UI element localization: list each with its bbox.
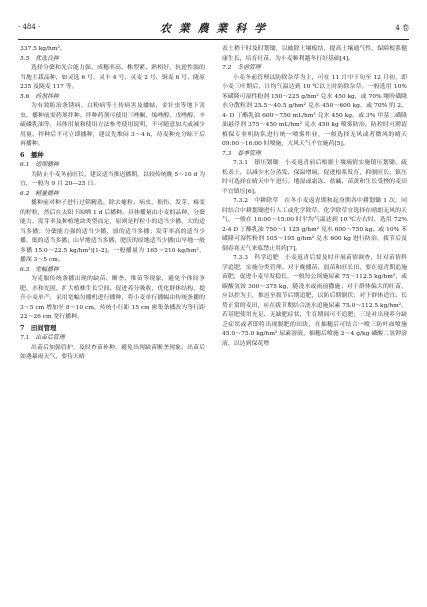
paragraph: 7.3.1 镇压划锄 小麦返青前后根据土壤墒情实施镇压划锄，疏松表土，以减少水分蒸发，保温增墒，促进根系发育，抑制旺长。镇压时可选择在晴天中午进行。地湿或霜冻、盐碱、苗黄和生长受挫的麦田不宜镇压[6]。 [222,160,407,195]
subsection-heading: 6.3 宽幅播种 [20,266,59,273]
paragraph: 为有效防治条锈病、白粉病等土传病害及蝼蛄、金针虫等地下害虫，播种前需药剂拌种。拌种药剂可使用三唑酮、烯唑醇、戊唑醇、辛硫磷乳油等，具体用量和使用方法参考使用说明，不可随意加大或减少用量。拌种后不可立即播种，建议先堆闷 3～4 h，待麦种充分晾干后再播种。 [20,103,205,147]
paragraph: 表土稍干时及时划锄，以破除土壤板结，提高土壤通气性，保障根系健康生长，培育壮苗，为小麦顺利越冬打好基础[4]。 [222,46,407,62]
paragraph: 7.3.3 科学追肥 小麦返青后要及时开展苗情调查，针对苗情科学追肥，实施分类管理。对于晚播苗、弱苗和旺长田，要在返青期追施苗肥，促进小麦早发稳长，一般每公顷施尿素 75～112.5 kg/hm²，或碳酸氢铵 300～375 kg，随浇水或雨前撒施；对于群体偏大的旺苗，应以控为主，推迟至拔节后期追肥，以防后期倒伏；对于群体适宜、长势正常的麦田，应在拔节期结合浇水追施尿素 75.0～112.5 kg/hm²，若基肥使用充足、无缺肥症状，生育期间可不追肥；三是对出现养分缺乏症状或者即将出现脱肥的田块，在抽穗后可结合一喷三防叶面喷施 45.0～75.0 kg/hm² 尿素溶液，抽穗后喷施 2～4 g/kg 磷酸二氢钾溶液，以达到保花增 [222,255,407,347]
header-rule [18,39,409,40]
paragraph: 337.5 kg/hm²。 [20,46,66,52]
subsection-heading: 7.2 冬前管理 [222,65,261,71]
subsection-heading: 7.3 春季管理 [222,150,261,157]
subsection-heading: 7.1 出苗后管理 [20,335,65,341]
journal-title: 农 業 農 業 科 学 [159,22,268,35]
section-heading: 7 田间管理 [20,323,57,332]
right-column [222,45,407,349]
paragraph: 小麦冬前管理以防除杂草为主，可在 11 月中下旬至 12 月初，即小麦三叶期后，日均气温达到 10 ℃以上时防除杂草。一般选用 10% 苯磺隆可湿性粉剂 150～225 g/hm² 兑水 450 kg，或 70% 噻吩磺隆水分散粒剂 25.5～40.5 g/hm² 兑水 450～600 kg，或 70% 的 2，4- D 丁酯乳油 600～750 mL/hm² 兑水 450 kg，或 3% 甲基二磺隆油悬浮剂 375～450 mL/hm² 兑水 450 kg 喷雾防治，防控时可聘请植保专业机防队进行统一喷雾作业，一般选择无风或者微风的晴天 09:00～16:00 时喷施，大风天气不宜施药[5]。 [222,74,407,147]
paragraph: 出苗后加强管护，及时查苗补种，避免出现缺苗断垄现象。出苗后如遇暴雨天气，要待天晴 [20,344,205,360]
subsection-heading: 6.2 精量播种 [20,190,59,197]
subsection-heading: 6.1 适期播种 [20,162,59,168]
paragraph: 为防止小麦冬前旺长，建议适当推迟播期，以较传统晚 5～10 d 为宜，一般为 9 月 20—25 日。 [20,171,205,187]
left-column [20,45,205,363]
page-header [18,20,409,38]
paragraph: 播种前对种子进行过筛精选，除去瘪粒、病虫、损伤、发芽、霉变的籽粒，然后在太阳下晾晒 1 d 后播种。具体播量由小麦的品种、分蘖能力、发芽率及种植地块类型而定，原则是籽粒小的适当少播、大的适当多播；分蘖能力强的适当少播、弱的适当多播；发芽率高的适当少播、低的适当多播；山旱地适当多播、肥沃的原地适当少播(山旱地一般多播 15.0～22.5 kg/hm²)[1-2]。一般播量为 165～210 kg/hm²，播深 3～5 cm。 [20,200,205,263]
subsection-heading: 5.5 优选良种 [20,55,59,62]
paragraph: 7.3.2 中耕除草 在冬小麦返青期和起身期各中耕划锄 1 次，同时结合中耕划锄进行人工或化学除草。化学除草宜选择在晴朗无风的天气，一般在 10:00～15:00 时平均气温达到 10 ℃左右时，选用 72% 2-4 D 丁酯乳油 750～1 125 g/hm² 兑水 600～750 kg，或 10% 苯磺隆可湿性粉剂 105～195 g/hm² 兑水 600 kg 进行防治，拔节后及倒春寒天气来临禁止用药[7]。 [222,198,407,252]
paragraph: 为克服传统条播出现的缺苗、断垄、堆苗等现象，避免个体间争肥、水和光照，扩大植株生长空间，促进养分吸收，优化群体结构，提升小麦单产，采用宽幅匀播机进行播种，将小麦单行播幅由传统条播的 3～5 cm 增加至 8～10 cm，传统小行距 15 cm 密集条播改为等行距 22～26 cm 宽行播种。 [20,276,205,320]
volume-label: 4 卷 [395,24,409,32]
page-number: · 484 · [18,23,41,31]
paragraph: 选择分蘖和光合能力强、成穗率高、株型紧、熟相好、抗逆性强的当地主栽品种，如灵选 6 号、灵丰 4 号、灵麦 2 号、铜麦 6 号、陇原 235 及陇麦 117 等。 [20,65,205,90]
section-heading: 6 播种 [20,150,44,159]
subsection-heading: 5.6 药剂拌种 [20,93,59,100]
